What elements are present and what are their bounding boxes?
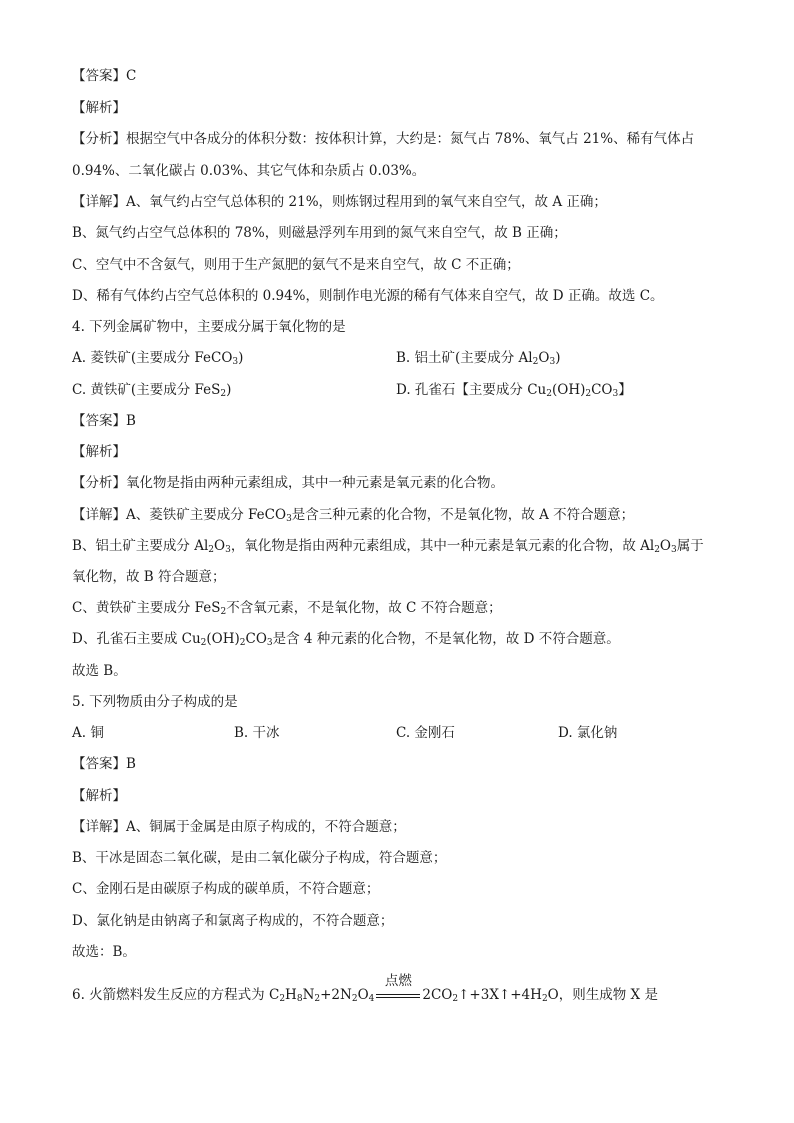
q3-fenxi-cont: 0.94%、二氧化碳占 0.03%、其它气体和杂质占 0.03%。 — [72, 163, 426, 179]
reactant-2: $+2N_2O_4$ — [320, 987, 375, 1004]
q4-detail-d: D、孔雀石主要成 $Cu_2(OH)_2CO_3$是含 4 种元素的化合物，不是氧化物，故 D 不符合题意。 — [72, 631, 620, 648]
q5-answer: 【答案】B — [72, 756, 136, 772]
q4-stem: 4. 下列金属矿物中，主要成分属于氧化物的是 — [72, 319, 346, 335]
q5-option-a: A. 铜 — [72, 725, 104, 741]
q4-analysis-tag: 【解析】 — [72, 444, 126, 460]
q5-detail-a: 【详解】A、铜属于金属是由原子构成的，不符合题意； — [72, 819, 406, 835]
q4-option-a: A. 菱铁矿(主要成分 FeCO$_3$) — [72, 350, 244, 367]
reactant-1: $C_2H_8N_2$ — [268, 987, 321, 1004]
q4-option-b: B. 铝土矿(主要成分 $Al_2O_3$) — [396, 350, 561, 367]
q5-option-c: C. 金刚石 — [396, 725, 455, 741]
q4-option-d: D. 孔雀石【主要成分 $Cu_2(OH)_2CO_3$】 — [396, 382, 632, 399]
q3-analysis-tag: 【解析】 — [72, 100, 126, 116]
q5-detail-c: C、金刚石是由碳原子构成的碳单质，不符合题意； — [72, 881, 380, 897]
q5-detail-d: D、氯化钠是由钠离子和氯离子构成的，不符合题意； — [72, 913, 394, 929]
q6-stem: 6. 火箭燃料发生反应的方程式为 $C_2H_8N_2+2N_2O_4$ 点燃 $2CO_2↑+3X↑+4H_2O$，则生成物 X 是 — [72, 973, 658, 1004]
q3-fenxi: 【分析】根据空气中各成分的体积分数：按体积计算，大约是：氮气占 78%、氧气占 21%、稀有气体占 — [72, 131, 695, 147]
product-1: $2CO_2↑$ — [422, 987, 470, 1004]
reaction-condition: 点燃 — [384, 973, 412, 989]
q3-detail-a: 【详解】A、氧气约占空气总体积的 21%，则炼钢过程用到的氧气来自空气，故 A 正确； — [72, 194, 607, 210]
q4-detail-c: C、黄铁矿主要成分 FeS$_2$不含氧元素，不是氧化物，故 C 不符合题意； — [72, 600, 502, 617]
q3-detail-c: C、空气中不含氨气，则用于生产氮肥的氨气不是来自空气，故 C 不正确； — [72, 257, 520, 273]
product-3: $+4H_2O$ — [510, 987, 559, 1004]
q5-stem: 5. 下列物质由分子构成的是 — [72, 694, 238, 710]
q4-option-c: C. 黄铁矿(主要成分 FeS$_2$) — [72, 382, 232, 399]
product-2: +3X↑ — [469, 987, 511, 1003]
q5-analysis-tag: 【解析】 — [72, 788, 126, 804]
reaction-arrow — [374, 973, 422, 1005]
q4-answer: 【答案】B — [72, 413, 136, 429]
q4-detail-b: B、铝土矿主要成分 $Al_2O_3$，氧化物是指由两种元素组成，其中一种元素是氧元素的化合物，故 $Al_2O_3$属于 — [72, 538, 704, 555]
q4-conclusion: 故选 B。 — [72, 663, 127, 679]
q3-detail-d: D、稀有气体约占空气总体积的 0.94%，则制作电光源的稀有气体来自空气，故 D 正确。故选 C。 — [72, 288, 664, 304]
q3-detail-b: B、氮气约占空气总体积的 78%，则磁悬浮列车用到的氮气来自空气，故 B 正确； — [72, 225, 567, 241]
q4-detail-a: 【详解】A、菱铁矿主要成分 FeCO$_3$是含三种元素的化合物，不是氧化物，故 A 不符合题意； — [72, 507, 635, 524]
q5-option-d: D. 氯化钠 — [558, 725, 618, 741]
q4-fenxi: 【分析】氧化物是指由两种元素组成，其中一种元素是氧元素的化合物。 — [72, 475, 504, 491]
q3-answer: 【答案】C — [72, 68, 137, 84]
q5-conclusion: 故选：B。 — [72, 944, 136, 960]
q5-option-b: B. 干冰 — [234, 725, 280, 741]
q4-detail-b-cont: 氧化物，故 B 符合题意； — [72, 569, 226, 585]
q5-detail-b: B、干冰是固态二氧化碳，是由二氧化碳分子构成，符合题意； — [72, 850, 447, 866]
